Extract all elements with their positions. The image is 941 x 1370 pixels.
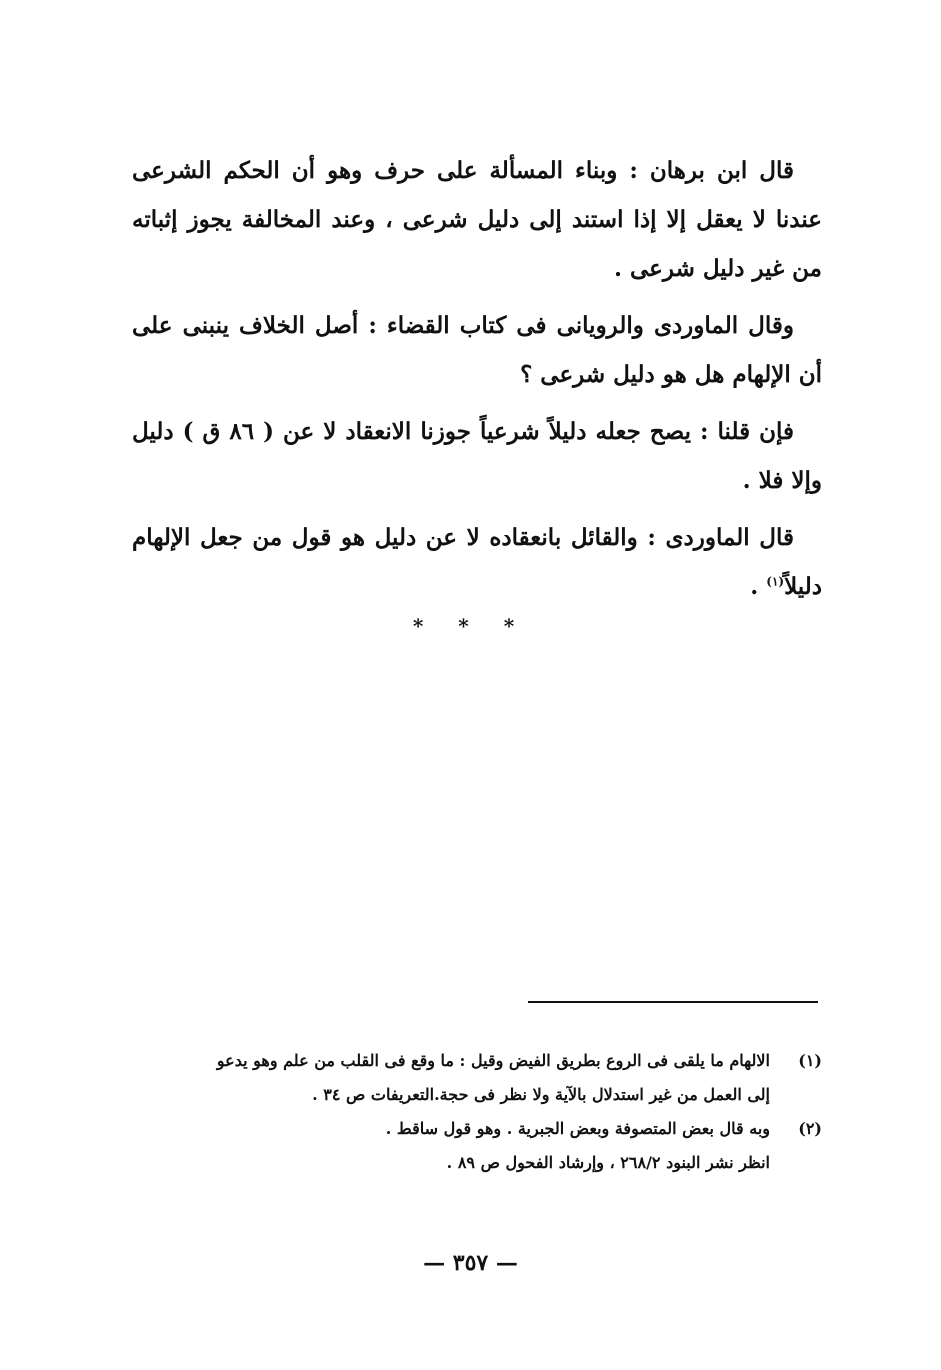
footnote-number: (٢): [798, 1119, 822, 1138]
footnote-line: وبه قال بعض المتصوفة وبعض الجبرية . وهو قول ساقط .: [385, 1119, 770, 1138]
footnote-line: إلى العمل من غير استدلال بالآية ولا نظر فى حجة.التعريفات ص ٣٤ .: [312, 1085, 770, 1104]
page-number: — ٣٥٧ —: [423, 1250, 518, 1276]
footnote-line: انظر نشر البنود ٢٦٨/٢ ، وإرشاد الفحول ص ٨٩ .: [446, 1153, 770, 1172]
footnote-divider: [528, 1001, 818, 1003]
section-separator: * * *: [412, 614, 529, 638]
footnote-number: (١): [798, 1051, 822, 1070]
footnote-2: [130, 1112, 822, 1180]
footnotes: [130, 1044, 822, 1180]
main-text: [132, 146, 822, 611]
footnote-1: [130, 1044, 822, 1112]
footnote-reference: (١): [766, 574, 785, 589]
paragraph-mawardi-conclusion: [132, 513, 822, 611]
paragraph-text: فإن قلنا : يصح جعله دليلاً شرعياً جوزنا الانعقاد لا عن ( ٨٦ ق ) دليل وإلا فلا .: [132, 418, 822, 494]
footnote-line: الالهام ما يلقى فى الروع بطريق الفيض وقيل : ما وقع فى القلب من علم وهو يدعو: [216, 1051, 770, 1070]
paragraph-ibn-burhan: [132, 146, 822, 293]
paragraph-text: وقال الماوردى والرويانى فى كتاب القضاء : أصل الخلاف ينبنى على أن الإلهام هل هو دليل شرعى ؟: [132, 312, 822, 388]
paragraph-mawardi-ruyani: [132, 301, 822, 399]
footnote-body: [130, 1112, 770, 1180]
paragraph-text: قال الماوردى : والقائل بانعقاده لا عن دليل هو قول من جعل الإلهام دليلاً: [132, 524, 822, 600]
paragraph-text: قال ابن برهان : وبناء المسألة على حرف وهو أن الحكم الشرعى عندنا لا يعقل إلا إذا استند إلى دليل شرعى ، وعند المخالفة يجوز إثباته من غير دليل شرعى .: [132, 157, 822, 282]
footnote-body: [130, 1044, 770, 1112]
paragraph-if-we-say: [132, 407, 822, 505]
paragraph-end: .: [750, 573, 767, 600]
